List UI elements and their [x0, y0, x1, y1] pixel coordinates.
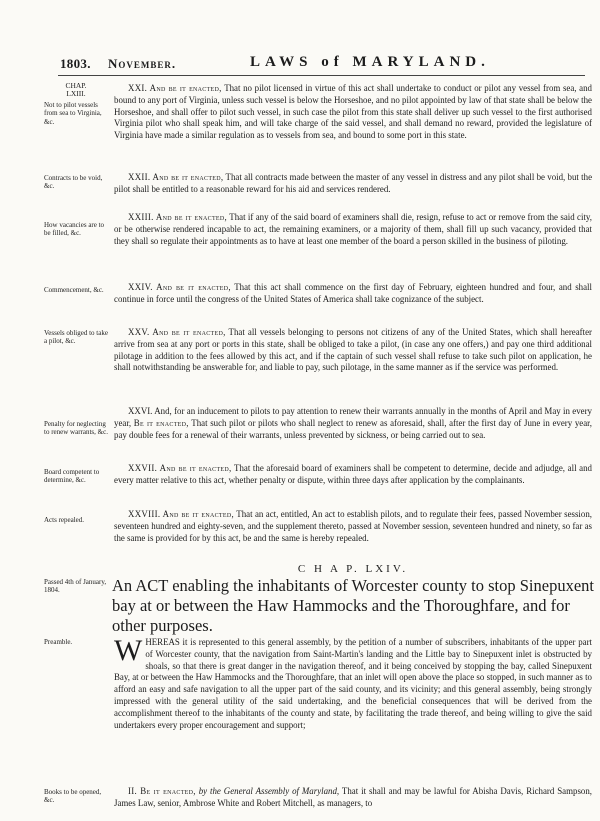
section-26-enact: Be it enacted,	[133, 417, 189, 428]
margin-note-s21: Not to pilot vessels from sea to Virginia, &c.	[44, 101, 102, 126]
section-27-text: That the aforesaid board of examiners shall be competent to determine, decide and adjudge, all and every matter relative to this act, whether penalty or dispute, within three days after application by the complainants.	[114, 463, 592, 485]
running-header	[30, 56, 585, 74]
section-25	[114, 327, 592, 374]
margin-note-s27: Board competent to determine, &c.	[44, 468, 100, 485]
header-title: LAWS of MARYLAND.	[250, 54, 490, 70]
margin-chap-number: LXIII.	[66, 89, 86, 99]
act-title: An ACT enabling the inhabitants of Worcester county to stop Sinepuxent bay at or between the Haw Hammocks and the Thoroughfare, and for other purposes.	[112, 576, 594, 635]
section-21-text: That no pilot licensed in virtue of this act shall undertake to conduct or pilot any vessel from sea, and bound to any port of Virginia, unless such vessel is below the Horseshoe, and no pilot appointed by law of that state shall be below the Horseshoe, and shall offer to pilot such vessel, in such case the pilot from this state shall deliver up such vessel to the first authorised Virginia pilot who shall speak him, and will take charge of the said vessel, and shall demand no reward, provided the legislature of Virginia have made a similar regulation as to vessels from sea, and bound to some port in this state.	[114, 83, 592, 141]
section-24-text: That this act shall commence on the first day of February, eighteen hundred and four, and shall continue in force until the congress of the United States of America shall take cognizance of the subject.	[114, 282, 592, 304]
chapter-heading: C H A P. LXIV.	[297, 563, 409, 575]
section-2-italic: by the General Assembly of Maryland,	[195, 786, 340, 796]
section-23	[114, 212, 592, 247]
section-2-text: That it shall and may be lawful for Abisha Davis, Richard Sampson, James Law, senior, Ambrose White and Robert Mitchell, as managers, to	[114, 786, 592, 808]
margin-note-s28: Acts repealed.	[44, 516, 85, 524]
preamble	[114, 634, 592, 731]
header-year: 1803.	[60, 56, 91, 71]
section-2	[114, 786, 592, 810]
preamble-text: HEREAS it is represented to this general assembly, by the petition of a number of subscribers, inhabitants of the upper part of Worcester county, that the navigation from Saint-Martin's landing and the Little bay to Sinepuxent inlet is obstructed by shoals, so that there is great danger in the navigation thereof, and it being conceived by stopping the bay, called Sinepuxent Bay, at or between the Haw Hammocks and the Thoroughfare, that an inlet will open above the place so stopped, in such manner as to afford an easy and safe navigation to all the upper part of the said county, and its vicinity; and this general assembly, being strongly impressed with the general utility of the said undertaking, and the beneficial consequences that will be derived from the accomplishment thereof to the inhabitants of the county and state, by facilitating the trade thereof, and being willing to give the said undertakers every proper encouragement and support;	[114, 637, 592, 730]
section-28-text: That an act, entitled, An act to establish pilots, and to regulate their fees, passed November session, seventeen hundred and eighty-seven, and the supplement thereto, passed at November session, seventeen hundred and ninety, so far as the same is provided for by this act, be and the same is hereby repealed.	[114, 509, 592, 543]
margin-note-preamble: Preamble.	[44, 638, 73, 646]
section-22	[114, 172, 592, 196]
section-21	[114, 83, 592, 142]
margin-note-s22: Contracts to be void, &c.	[44, 174, 103, 191]
section-28	[114, 509, 592, 544]
section-23-text: That if any of the said board of examiners shall die, resign, refuse to act or remove from the said city, or be otherwise rendered incapable to act, the remaining examiners, or a majority of them, shall fill up such vacancy, provided that they shall so regulate their appointments as to have at least one member of the board a person skilled in the business of piloting.	[114, 212, 592, 246]
header-month: November.	[108, 56, 177, 71]
section-21-lead: XXI. And be it enacted,	[128, 83, 222, 93]
preamble-dropcap: W	[114, 634, 143, 667]
margin-chap-label: CHAP.	[65, 81, 87, 90]
section-24	[114, 282, 592, 306]
margin-note-s25: Vessels obliged to take a pilot, &c.	[44, 329, 108, 346]
section-22-text: That all contracts made between the master of any vessel in distress and any pilot shall be void, but the pilot shall be entitled to a reasonable reward for his aid and services rendered.	[114, 172, 593, 194]
margin-note-s23: How vacancies are to be filled, &c.	[44, 221, 105, 238]
section-26-text-b: That such pilot or pilots who shall neglect to renew as aforesaid, shall, after the first day of June in every year, pay double fees for a renewal of their warrants, unless prevented by sickness, or being carried out to sea.	[114, 417, 592, 440]
margin-note-passed: Passed 4th of January, 1804.	[44, 578, 107, 595]
section-22-lead: XXII. And be it enacted,	[128, 172, 224, 182]
section-27	[114, 463, 592, 487]
section-27-lead: XXVII. And be it enacted,	[128, 463, 232, 473]
section-28-lead: XXVIII. And be it enacted,	[128, 509, 234, 519]
section-26-text-a: XXVI. And, for an inducement to pilots to pay attention to renew their warrants annually in the months of April and May in every year,	[114, 406, 592, 428]
margin-note-books: Books to be opened, &c.	[44, 788, 102, 805]
section-24-lead: XXIV. And be it enacted,	[128, 282, 231, 292]
section-23-lead: XXIII. And be it enacted,	[128, 212, 228, 222]
margin-note-s26: Penalty for neglecting to renew warrants, &c.	[44, 420, 108, 437]
section-2-lead: II. Be it enacted,	[128, 786, 196, 796]
margin-chap	[44, 82, 108, 99]
section-26	[114, 406, 592, 441]
margin-note-s24: Commencement, &c.	[44, 286, 104, 294]
header-rule	[58, 75, 585, 76]
section-25-text: That all vessels belonging to persons not citizens of any of the United States, which shall hereafter arrive from sea at any port or ports in this state, shall be obliged to take a pilot, (in case any one offers,) and pay one third additional pilotage in addition to the fees allowed by this act, and if the captain of such vessel shall refuse to take such pilot on application, he shall notwithstanding be answerable for, and liable to pay, such pilotage, in the same manner as if the service was performed.	[114, 327, 592, 373]
section-25-lead: XXV. And be it enacted,	[128, 327, 226, 337]
